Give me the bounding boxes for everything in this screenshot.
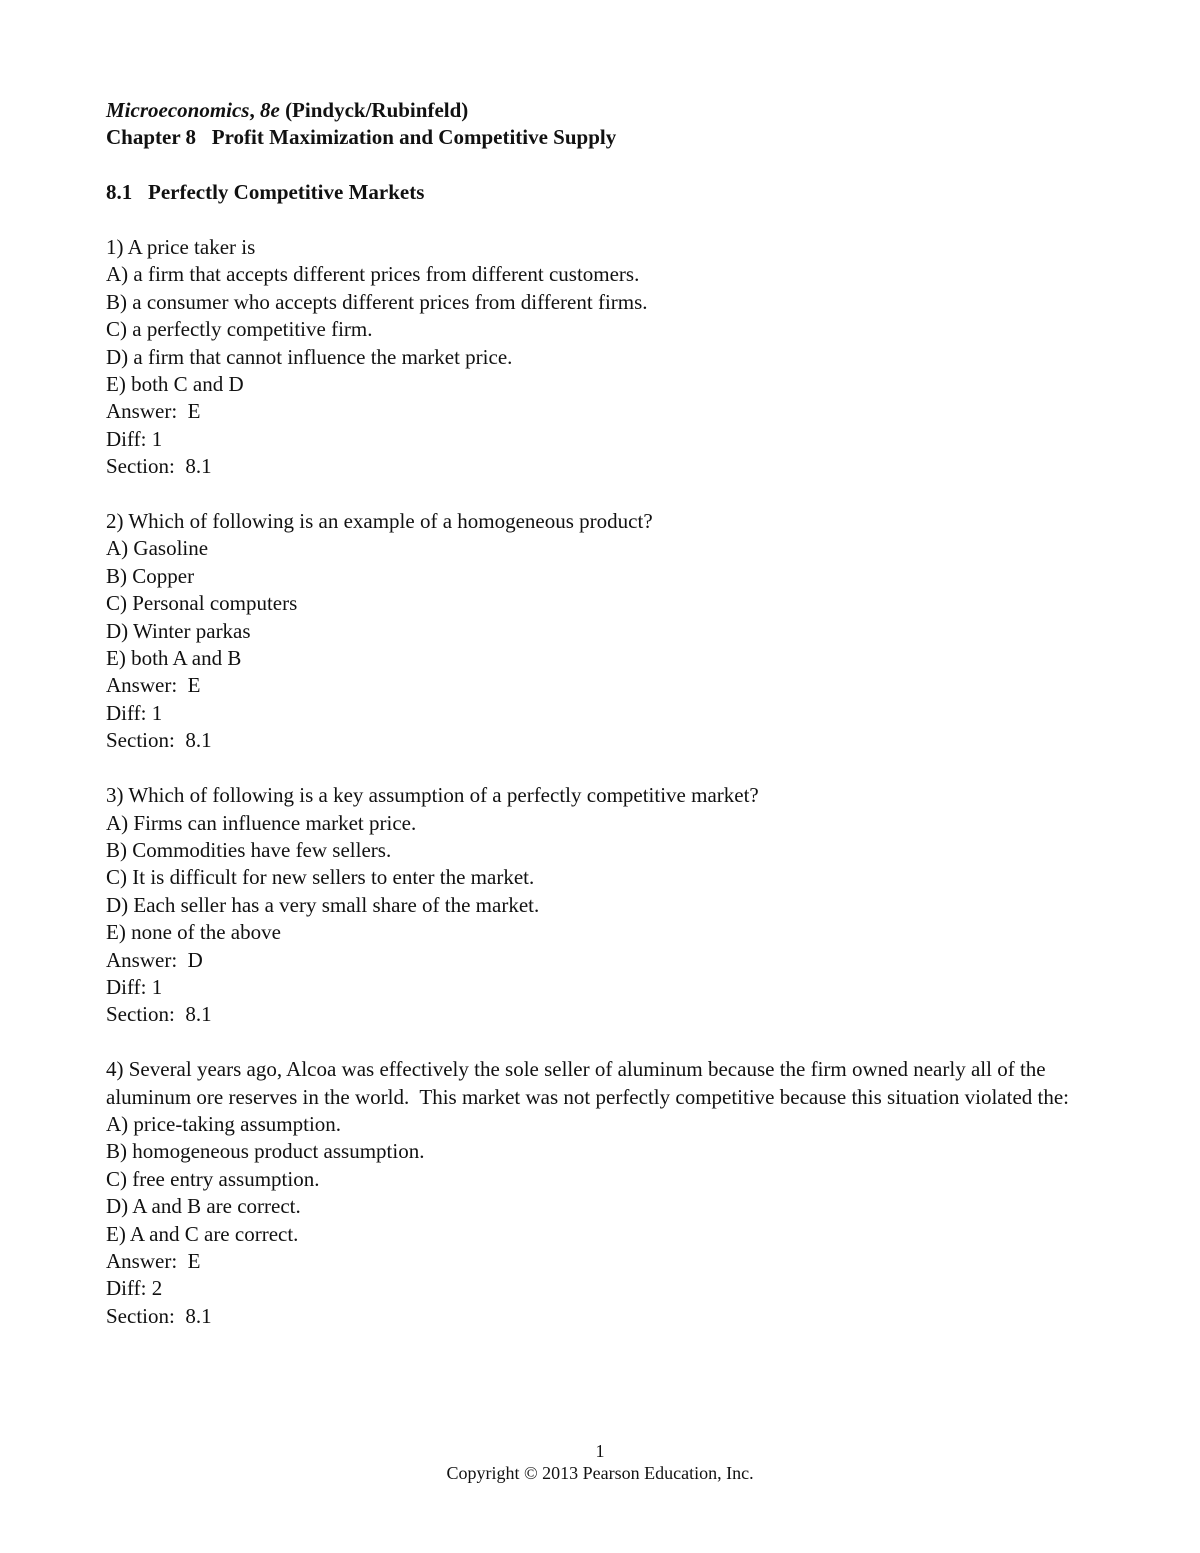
title-separator: , — [249, 98, 260, 122]
option-a: A) price-taking assumption. — [106, 1111, 342, 1136]
section-ref: Section: 8.1 — [106, 1002, 212, 1027]
option-a: A) Gasoline — [106, 536, 209, 561]
section-ref: Section: 8.1 — [106, 1303, 212, 1328]
section-ref: Section: 8.1 — [106, 728, 212, 753]
option-b: B) homogeneous product assumption. — [106, 1139, 425, 1164]
section-ref: Section: 8.1 — [106, 454, 212, 479]
option-b: B) a consumer who accepts different prices from different firms. — [106, 289, 648, 314]
option-e: E) none of the above — [106, 920, 281, 945]
option-b: B) Commodities have few sellers. — [106, 837, 392, 862]
option-a: A) a firm that accepts different prices from different customers. — [106, 262, 640, 287]
option-d: D) A and B are correct. — [106, 1194, 301, 1219]
section-heading: 8.1 Perfectly Competitive Markets — [106, 180, 425, 205]
authors: (Pindyck/Rubinfeld) — [279, 98, 469, 122]
option-e: E) both A and B — [106, 646, 242, 671]
option-d: D) a firm that cannot influence the market price. — [106, 344, 513, 369]
difficulty: Diff: 1 — [106, 426, 163, 451]
question-1 — [106, 234, 1086, 481]
page-number: 1 — [595, 1441, 605, 1461]
question-4 — [106, 1056, 1086, 1330]
question-stem: 4) Several years ago, Alcoa was effectively the sole seller of aluminum because the firm owned nearly all of the aluminum ore reserves in the world. This market was not perfectly competitive because this situation violated the: — [106, 1057, 1070, 1109]
question-stem: 3) Which of following is a key assumption of a perfectly competitive market? — [106, 783, 759, 808]
copyright-notice: Copyright © 2013 Pearson Education, Inc. — [446, 1463, 754, 1483]
question-stem: 2) Which of following is an example of a homogeneous product? — [106, 509, 653, 534]
option-e: E) both C and D — [106, 372, 244, 397]
option-c: C) It is difficult for new sellers to enter the market. — [106, 865, 535, 890]
answer: Answer: E — [106, 399, 201, 424]
question-2 — [106, 508, 1086, 755]
difficulty: Diff: 2 — [106, 1276, 163, 1301]
answer: Answer: E — [106, 673, 201, 698]
answer: Answer: E — [106, 1248, 201, 1273]
option-c: C) a perfectly competitive firm. — [106, 317, 373, 342]
book-title: Microeconomics — [106, 98, 250, 122]
option-b: B) Copper — [106, 563, 195, 588]
option-a: A) Firms can influence market price. — [106, 810, 417, 835]
question-stem: 1) A price taker is — [106, 235, 256, 259]
option-d: D) Each seller has a very small share of the market. — [106, 892, 540, 917]
book-title-line — [106, 97, 1086, 124]
option-d: D) Winter parkas — [106, 618, 251, 643]
chapter-title: Chapter 8 Profit Maximization and Competitive Supply — [106, 125, 617, 150]
option-e: E) A and C are correct. — [106, 1221, 299, 1246]
option-c: C) Personal computers — [106, 591, 298, 616]
difficulty: Diff: 1 — [106, 974, 163, 999]
difficulty: Diff: 1 — [106, 700, 163, 725]
document-page — [106, 97, 1086, 1358]
option-c: C) free entry assumption. — [106, 1166, 320, 1191]
question-3 — [106, 782, 1086, 1029]
edition: 8e — [259, 98, 280, 122]
answer: Answer: D — [106, 947, 203, 972]
